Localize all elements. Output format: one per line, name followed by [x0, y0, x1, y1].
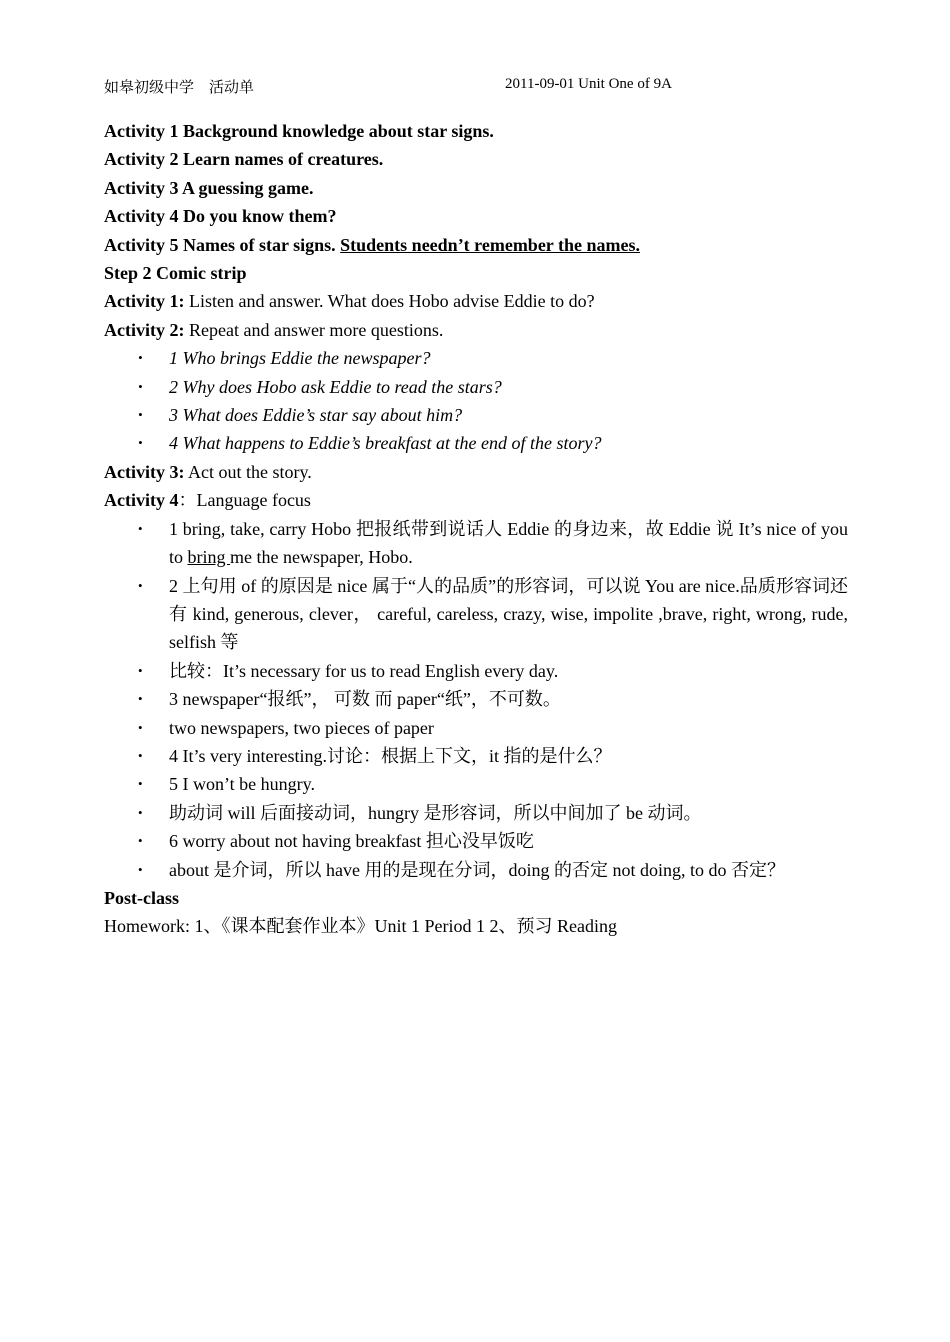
bullet: •: [138, 861, 143, 877]
list-item: [104, 770, 848, 798]
header-date-unit: 2011-09-01 Unit One of 9A: [505, 76, 672, 92]
comic-activity-3-text: Act out the story.: [184, 461, 312, 482]
focus-item-text: two newspapers, two pieces of paper: [169, 717, 434, 738]
document-body: [104, 117, 848, 941]
activity-5-underlined: Students needn’t remember the names.: [340, 234, 640, 255]
focus-item-text: about 是介词，所以 have 用的是现在分词，doing 的否定 not doing, to do 否定？: [169, 859, 785, 880]
list-item: [104, 799, 848, 827]
focus-item-text: 4 It’s very interesting.讨论：根据上下文，it 指的是什么？: [169, 745, 612, 766]
focus-item-1-a: 1 bring, take, carry Hobo 把报纸带到说话人 Eddie 的身边来，故 Eddie 说 It’s nice of you to: [169, 518, 848, 568]
activity-5-label: Activity 5 Names of star signs.: [104, 234, 341, 255]
page-header: [104, 76, 824, 98]
list-item: [104, 401, 848, 429]
list-item: [104, 856, 848, 884]
list-item: [104, 742, 848, 770]
comic-activity-3: [104, 458, 848, 486]
comic-activity-3-label: Activity 3:: [104, 461, 185, 482]
focus-item-text: 5 I won’t be hungry.: [169, 774, 315, 795]
header-school: 如皋初级中学 活动单: [104, 80, 255, 96]
bullet: •: [138, 407, 143, 423]
bullet: •: [138, 435, 143, 451]
list-item: [104, 344, 848, 372]
homework-line: Homework: 1、《课本配套作业本》Unit 1 Period 1 2、预习 Reading: [104, 916, 617, 937]
list-item: [104, 685, 848, 713]
bullet: •: [138, 691, 143, 707]
activity-2-intro: Activity 2 Learn names of creatures.: [104, 149, 384, 170]
bullet: •: [138, 520, 143, 536]
list-item: [104, 714, 848, 742]
bullet: •: [138, 804, 143, 820]
list-item: [104, 429, 848, 457]
comic-activity-4: [104, 486, 848, 514]
focus-item-text: 比较：It’s necessary for us to read English every day.: [169, 660, 559, 681]
language-focus-list: [104, 515, 848, 884]
bullet: •: [138, 577, 143, 593]
comic-activity-2: [104, 316, 848, 344]
comic-activity-4-label: Activity 4: [104, 490, 179, 511]
comic-activity-2-text: Repeat and answer more questions.: [184, 319, 444, 340]
question-text: 3 What does Eddie’s star say about him?: [169, 405, 463, 426]
step-2-heading: Step 2 Comic strip: [104, 263, 247, 284]
activity-5-intro: [104, 231, 848, 259]
list-item: [104, 827, 848, 855]
comic-activity-2-label: Activity 2:: [104, 319, 185, 340]
comic-activity-1: [104, 287, 848, 315]
bullet: •: [138, 747, 143, 763]
question-list: [104, 344, 848, 458]
comic-activity-4-text: ：Language focus: [178, 490, 311, 511]
question-text: 2 Why does Hobo ask Eddie to read the stars?: [169, 376, 502, 397]
post-class-heading: Post-class: [104, 887, 179, 908]
list-item: [104, 657, 848, 685]
list-item: [104, 572, 848, 657]
focus-item-text: 助动词 will 后面接动词，hungry 是形容词，所以中间加了 be 动词。: [169, 802, 702, 823]
bullet: •: [138, 350, 143, 366]
focus-item-1-underlined: bring: [187, 547, 231, 568]
comic-activity-1-label: Activity 1:: [104, 291, 185, 312]
question-text: 1 Who brings Eddie the newspaper?: [169, 348, 431, 369]
bullet: •: [138, 719, 143, 735]
focus-item-1-b: me the newspaper, Hobo.: [230, 547, 413, 568]
activity-3-intro: Activity 3 A guessing game.: [104, 177, 314, 198]
focus-item-text: 3 newspaper“报纸”， 可数 而 paper“纸”，不可数。: [169, 689, 561, 710]
bullet: •: [138, 776, 143, 792]
focus-item-text: 6 worry about not having breakfast 担心没早饭吃: [169, 831, 534, 852]
list-item: [104, 515, 848, 572]
comic-activity-1-text: Listen and answer. What does Hobo advise Eddie to do?: [184, 291, 595, 312]
activity-4-intro: Activity 4 Do you know them?: [104, 206, 337, 227]
list-item: [104, 373, 848, 401]
question-text: 4 What happens to Eddie’s breakfast at the end of the story?: [169, 433, 602, 454]
bullet: •: [138, 833, 143, 849]
bullet: •: [138, 662, 143, 678]
activity-1-intro: Activity 1 Background knowledge about star signs.: [104, 121, 494, 141]
focus-item-text: 2 上句用 of 的原因是 nice 属于“人的品质”的形容词，可以说 You are nice.品质形容词还有 kind, generous, clever， careful, careless, crazy, wise, impolite ,brave, right, wrong, rude, selfish 等: [169, 575, 848, 653]
bullet: •: [138, 378, 143, 394]
